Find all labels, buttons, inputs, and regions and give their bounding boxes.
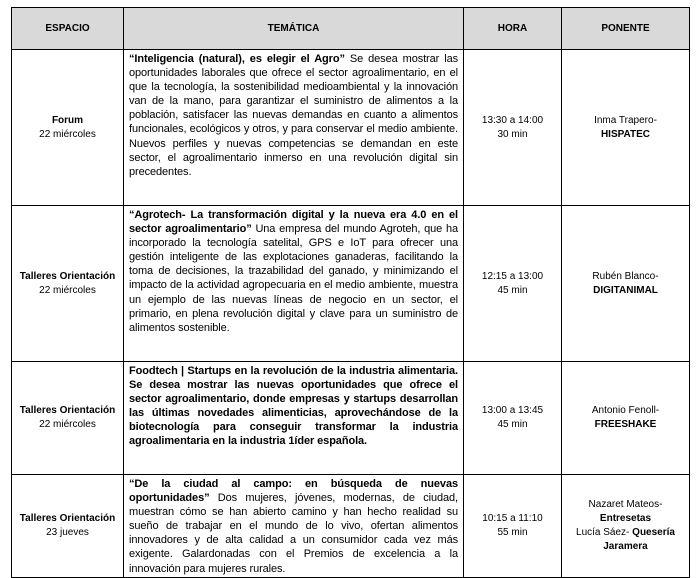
espacio-cell <box>12 206 124 362</box>
ponente-2-name: Lucía Sáez- <box>576 526 630 538</box>
ponente-name: Rubén Blanco- <box>592 270 659 282</box>
header-hora: HORA <box>464 8 562 50</box>
tematica-description: Dos mujeres, jóvenes, modernas, de ciudad, muestran cómo se han abierto camino y han hecho realidad su sueño de trabajar en el mundo de lo vivo, ofertan alimentos innovadores y de alta calidad a un consumidor cada vez más exigente. Galardonadas con el Premios de excelencia a la innovación para mujeres rurales. <box>129 492 458 575</box>
ponente-company: Entresetas <box>599 512 652 524</box>
ponente-cell <box>562 206 690 362</box>
espacio-day: 22 miércoles <box>39 284 96 296</box>
espacio-cell <box>12 50 124 206</box>
hora-duration: 30 min <box>497 128 528 140</box>
hora-cell <box>464 50 562 206</box>
hora-duration: 45 min <box>497 284 528 296</box>
table-row <box>12 475 690 578</box>
hora-cell <box>464 475 562 578</box>
header-tematica: TEMÁTICA <box>124 8 464 50</box>
hora-cell <box>464 362 562 475</box>
espacio-day: 22 miércoles <box>39 128 96 140</box>
hora-range: 10:15 a 11:10 <box>482 512 543 524</box>
header-ponente: PONENTE <box>562 8 690 50</box>
tematica-cell <box>124 362 464 475</box>
hora-cell <box>464 206 562 362</box>
ponente-name: Inma Trapero- <box>594 114 657 126</box>
ponente-cell <box>562 50 690 206</box>
hora-duration: 45 min <box>497 419 528 430</box>
hora-range: 12:15 a 13:00 <box>481 270 544 282</box>
hora-duration: 55 min <box>497 526 528 538</box>
ponente-2 <box>566 526 685 554</box>
tematica-cell <box>124 206 464 362</box>
hora-range: 13:30 a 14:00 <box>481 114 544 126</box>
table-row <box>12 50 690 206</box>
header-row <box>12 8 690 50</box>
espacio-name: Talleres Orientación <box>19 512 116 524</box>
tematica-title: “Inteligencia (natural), es elegir el Agro” <box>129 53 345 65</box>
espacio-cell <box>12 362 124 475</box>
espacio-name: Forum <box>51 114 84 126</box>
ponente-name: Antonio Fenoll- <box>591 405 660 416</box>
tematica-title: Foodtech | Startups en la revolución de la industria alimentaria. Se desea mostrar las nuevas oportunidades que ofrece el sector agroalimentario, donde empresas y startups desarrollan las últimas novedades alimenticias, aprovechándose de la biotecnología para conseguir transformar la industria agroalimentaria en la industria 1íder española. <box>129 365 458 448</box>
tematica-description: Una empresa del mundo Agroteh, que ha incorporado la tecnología satelital, GPS e IoT para ofrecer una gestión inteligente de las explotaciones ganaderas, facilitando la toma de decisiones, la trazabilidad del ganado, y minimizando el impacto de la actividad agropecuaria en el medio ambiente, muestra un ejemplo de las nuevas líneas de negocio en un sector, el primario, en plena revolución digital y clave para un suministro de alimentos sostenible. <box>129 223 458 334</box>
tematica-cell <box>124 475 464 578</box>
espacio-day: 22 miércoles <box>39 419 96 430</box>
espacio-day: 23 jueves <box>46 526 89 538</box>
table-row <box>12 206 690 362</box>
tematica-description: Se desea mostrar las oportunidades laborales que ofrece el sector agroalimentario, en el que la tecnología, la sostenibilidad medioambiental y la innovación van de la mano, para garantizar el suministro de alimentos a la población, satisfacer las nuevas demandas en cuanto a alimentos funcionales, ecológicos y otros, y para conservar el medio ambiente. Nuevos perfiles y nuevas competencias se demandan en este sector, el agroalimentario inmerso en una revolución digital sin precedentes. <box>129 53 458 178</box>
tematica-title: “De la ciudad al campo: en búsqueda de nuevas oportunidades” <box>129 478 458 505</box>
espacio-cell <box>12 475 124 578</box>
espacio-name: Talleres Orientación <box>19 270 116 282</box>
ponente-name: Nazaret Mateos- <box>588 498 663 510</box>
ponente-company: HISPATEC <box>600 128 651 140</box>
table-row <box>12 362 690 475</box>
schedule-table <box>11 7 690 578</box>
tematica-title: “Agrotech- La transformación digital y la nueva era 4.0 en el sector agroalimentario” <box>129 209 458 236</box>
ponente-company: DIGITANIMAL <box>593 284 658 296</box>
tematica-cell <box>124 50 464 206</box>
ponente-2-company: Quesería Jaramera <box>603 526 675 552</box>
espacio-name: Talleres Orientación <box>19 405 116 416</box>
ponente-cell <box>562 362 690 475</box>
hora-range: 13:00 a 13:45 <box>481 405 544 416</box>
header-espacio: ESPACIO <box>12 8 124 50</box>
ponente-cell <box>562 475 690 578</box>
ponente-company: FREESHAKE <box>594 419 657 430</box>
